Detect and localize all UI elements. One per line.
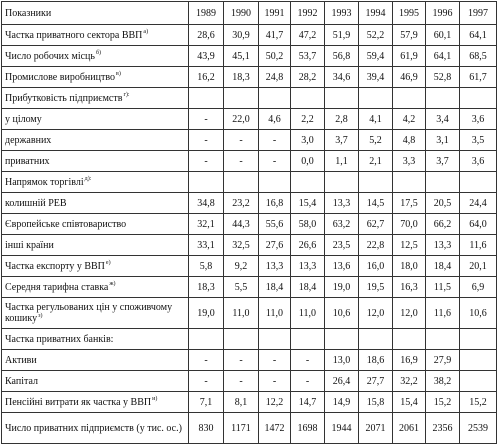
value-cell: 15,2 bbox=[460, 392, 497, 413]
row-label: Частка приватних банків: bbox=[5, 333, 114, 345]
value-cell: 20,5 bbox=[426, 193, 460, 214]
value-cell: 27,6 bbox=[259, 235, 291, 256]
value-cell: 3,1 bbox=[426, 130, 460, 151]
value-cell: 64,0 bbox=[460, 214, 497, 235]
value-cell: 27,7 bbox=[359, 371, 393, 392]
value-cell: 52,8 bbox=[426, 67, 460, 88]
value-cell: 34,8 bbox=[189, 193, 224, 214]
value-cell: - bbox=[189, 371, 224, 392]
row-label-cell bbox=[2, 413, 189, 444]
value-cell: - bbox=[291, 350, 325, 371]
row-label: Середня тарифна ставка bbox=[5, 281, 109, 293]
value-cell bbox=[359, 329, 393, 350]
value-cell: 18,4 bbox=[291, 277, 325, 298]
row-label: приватних bbox=[5, 155, 50, 167]
value-cell: 13,0 bbox=[325, 350, 359, 371]
value-cell: - bbox=[291, 371, 325, 392]
value-cell: 5,2 bbox=[359, 130, 393, 151]
row-label: Частка приватного сектора ВВП bbox=[5, 29, 143, 41]
value-cell bbox=[291, 329, 325, 350]
row-label-cell bbox=[2, 392, 189, 413]
value-cell bbox=[189, 329, 224, 350]
section-row bbox=[2, 172, 497, 193]
value-cell: 26,6 bbox=[291, 235, 325, 256]
value-cell: 53,7 bbox=[291, 46, 325, 67]
value-cell: - bbox=[189, 109, 224, 130]
value-cell: - bbox=[224, 151, 259, 172]
footnote-marker: г): bbox=[123, 92, 130, 99]
value-cell: 8,1 bbox=[224, 392, 259, 413]
value-cell: 9,2 bbox=[224, 256, 259, 277]
value-cell bbox=[259, 172, 291, 193]
table-row bbox=[2, 151, 497, 172]
row-label: Капітал bbox=[5, 375, 38, 387]
value-cell: 34,6 bbox=[325, 67, 359, 88]
value-cell: 32,1 bbox=[189, 214, 224, 235]
value-cell: 18,0 bbox=[393, 256, 426, 277]
value-cell bbox=[426, 329, 460, 350]
value-cell: 11,0 bbox=[259, 298, 291, 329]
value-cell: 3,6 bbox=[460, 151, 497, 172]
value-cell: 3,0 bbox=[291, 130, 325, 151]
value-cell: 19,0 bbox=[189, 298, 224, 329]
value-cell: 20,1 bbox=[460, 256, 497, 277]
value-cell: 16,2 bbox=[189, 67, 224, 88]
footnote-marker: а) bbox=[143, 29, 149, 36]
year-header: 1991 bbox=[259, 2, 291, 25]
year-header: 1992 bbox=[291, 2, 325, 25]
value-cell: 18,4 bbox=[426, 256, 460, 277]
value-cell: 13,3 bbox=[325, 193, 359, 214]
value-cell: 18,3 bbox=[189, 277, 224, 298]
value-cell: - bbox=[259, 371, 291, 392]
value-cell bbox=[460, 329, 497, 350]
value-cell: 58,0 bbox=[291, 214, 325, 235]
value-cell bbox=[224, 88, 259, 109]
value-cell bbox=[426, 88, 460, 109]
row-label: державних bbox=[5, 134, 52, 146]
value-cell: 2061 bbox=[393, 413, 426, 444]
value-cell: 63,2 bbox=[325, 214, 359, 235]
table-row bbox=[2, 371, 497, 392]
value-cell: 13,3 bbox=[291, 256, 325, 277]
row-label-cell bbox=[2, 151, 189, 172]
value-cell bbox=[359, 172, 393, 193]
row-label: Європейське співтовариство bbox=[5, 218, 127, 230]
row-label-cell bbox=[2, 109, 189, 130]
value-cell: 7,1 bbox=[189, 392, 224, 413]
row-label-cell bbox=[2, 25, 189, 46]
footnote-marker: в) bbox=[115, 71, 121, 78]
value-cell: 4,2 bbox=[393, 109, 426, 130]
value-cell: 44,3 bbox=[224, 214, 259, 235]
statistics-table bbox=[1, 1, 497, 444]
table-row bbox=[2, 298, 497, 329]
section-row bbox=[2, 329, 497, 350]
value-cell: 17,5 bbox=[393, 193, 426, 214]
value-cell: 47,2 bbox=[291, 25, 325, 46]
value-cell: 1944 bbox=[325, 413, 359, 444]
value-cell bbox=[189, 88, 224, 109]
value-cell bbox=[460, 172, 497, 193]
value-cell: 33,1 bbox=[189, 235, 224, 256]
value-cell: 11,0 bbox=[224, 298, 259, 329]
value-cell bbox=[393, 88, 426, 109]
value-cell: 32,2 bbox=[393, 371, 426, 392]
value-cell: 52,2 bbox=[359, 25, 393, 46]
value-cell: 16,9 bbox=[393, 350, 426, 371]
value-cell: 2356 bbox=[426, 413, 460, 444]
value-cell: 4,8 bbox=[393, 130, 426, 151]
row-label-cell bbox=[2, 350, 189, 371]
value-cell: 46,9 bbox=[393, 67, 426, 88]
row-label: Пенсійні витрати як частка у ВВП bbox=[5, 396, 152, 408]
value-cell: 4,6 bbox=[259, 109, 291, 130]
value-cell: 13,6 bbox=[325, 256, 359, 277]
value-cell: 18,4 bbox=[259, 277, 291, 298]
value-cell: 15,4 bbox=[393, 392, 426, 413]
value-cell: 6,9 bbox=[460, 277, 497, 298]
value-cell: 26,4 bbox=[325, 371, 359, 392]
value-cell: 15,4 bbox=[291, 193, 325, 214]
value-cell: 22,0 bbox=[224, 109, 259, 130]
table-row bbox=[2, 214, 497, 235]
row-label-cell bbox=[2, 235, 189, 256]
header-row bbox=[2, 2, 497, 25]
value-cell: 3,6 bbox=[460, 109, 497, 130]
value-cell: 16,3 bbox=[393, 277, 426, 298]
row-label: Напрямок торгівлі bbox=[5, 176, 84, 188]
row-label-cell bbox=[2, 329, 189, 350]
value-cell: 3,7 bbox=[426, 151, 460, 172]
value-cell: 11,6 bbox=[426, 298, 460, 329]
value-cell: - bbox=[224, 350, 259, 371]
value-cell bbox=[460, 371, 497, 392]
table-row bbox=[2, 130, 497, 151]
value-cell: - bbox=[189, 350, 224, 371]
value-cell bbox=[291, 88, 325, 109]
value-cell bbox=[460, 88, 497, 109]
row-label-cell bbox=[2, 193, 189, 214]
value-cell: 24,4 bbox=[460, 193, 497, 214]
value-cell: 16,8 bbox=[259, 193, 291, 214]
value-cell: 30,9 bbox=[224, 25, 259, 46]
value-cell: 32,5 bbox=[224, 235, 259, 256]
value-cell: 1171 bbox=[224, 413, 259, 444]
value-cell: 2071 bbox=[359, 413, 393, 444]
value-cell bbox=[325, 172, 359, 193]
value-cell: 18,6 bbox=[359, 350, 393, 371]
year-header: 1993 bbox=[325, 2, 359, 25]
value-cell: 3,3 bbox=[393, 151, 426, 172]
row-label: Частка регульованих цін у споживчому кошику bbox=[5, 302, 173, 324]
value-cell: 39,4 bbox=[359, 67, 393, 88]
value-cell bbox=[325, 329, 359, 350]
value-cell: 61,9 bbox=[393, 46, 426, 67]
table-row bbox=[2, 109, 497, 130]
value-cell: 56,8 bbox=[325, 46, 359, 67]
value-cell bbox=[224, 172, 259, 193]
row-label-cell bbox=[2, 88, 189, 109]
value-cell: - bbox=[189, 130, 224, 151]
table-row bbox=[2, 350, 497, 371]
year-header: 1989 bbox=[189, 2, 224, 25]
value-cell: 5,8 bbox=[189, 256, 224, 277]
value-cell: 13,3 bbox=[259, 256, 291, 277]
table-row bbox=[2, 277, 497, 298]
value-cell: 18,3 bbox=[224, 67, 259, 88]
table-row bbox=[2, 46, 497, 67]
value-cell: 28,6 bbox=[189, 25, 224, 46]
value-cell bbox=[224, 329, 259, 350]
table-row bbox=[2, 392, 497, 413]
row-label-cell bbox=[2, 214, 189, 235]
value-cell: 13,3 bbox=[426, 235, 460, 256]
value-cell: - bbox=[259, 151, 291, 172]
value-cell: - bbox=[224, 130, 259, 151]
value-cell: 64,1 bbox=[426, 46, 460, 67]
corner-header: Показники bbox=[2, 2, 189, 25]
value-cell: 11,0 bbox=[291, 298, 325, 329]
value-cell: 10,6 bbox=[325, 298, 359, 329]
value-cell: 12,0 bbox=[393, 298, 426, 329]
value-cell: 2,8 bbox=[325, 109, 359, 130]
value-cell: 23,5 bbox=[325, 235, 359, 256]
value-cell bbox=[393, 172, 426, 193]
row-label-cell bbox=[2, 256, 189, 277]
value-cell: 41,7 bbox=[259, 25, 291, 46]
year-header: 1996 bbox=[426, 2, 460, 25]
value-cell: 60,1 bbox=[426, 25, 460, 46]
section-row bbox=[2, 88, 497, 109]
value-cell: 5,5 bbox=[224, 277, 259, 298]
value-cell: 43,9 bbox=[189, 46, 224, 67]
value-cell: 4,1 bbox=[359, 109, 393, 130]
value-cell: 19,5 bbox=[359, 277, 393, 298]
table-row bbox=[2, 235, 497, 256]
value-cell: - bbox=[224, 371, 259, 392]
value-cell bbox=[259, 88, 291, 109]
value-cell: 62,7 bbox=[359, 214, 393, 235]
table-row bbox=[2, 25, 497, 46]
value-cell: 59,4 bbox=[359, 46, 393, 67]
footnote-marker: д): bbox=[84, 176, 92, 183]
row-label: інші країни bbox=[5, 239, 54, 251]
row-label: Активи bbox=[5, 354, 37, 366]
row-label-cell bbox=[2, 67, 189, 88]
value-cell: 1,1 bbox=[325, 151, 359, 172]
value-cell bbox=[359, 88, 393, 109]
value-cell: 14,7 bbox=[291, 392, 325, 413]
value-cell: 64,1 bbox=[460, 25, 497, 46]
value-cell: 68,5 bbox=[460, 46, 497, 67]
row-label-cell bbox=[2, 130, 189, 151]
value-cell: 15,2 bbox=[426, 392, 460, 413]
value-cell: 11,5 bbox=[426, 277, 460, 298]
value-cell: - bbox=[189, 151, 224, 172]
value-cell: 12,0 bbox=[359, 298, 393, 329]
value-cell: - bbox=[259, 130, 291, 151]
value-cell: 61,7 bbox=[460, 67, 497, 88]
row-label: Прибутковість підприємств bbox=[5, 92, 123, 104]
value-cell: 22,8 bbox=[359, 235, 393, 256]
value-cell: 45,1 bbox=[224, 46, 259, 67]
footnote-marker: е) bbox=[105, 260, 111, 267]
value-cell: 3,5 bbox=[460, 130, 497, 151]
value-cell: 23,2 bbox=[224, 193, 259, 214]
footnote-marker: и) bbox=[152, 396, 158, 403]
row-label-cell bbox=[2, 172, 189, 193]
value-cell: 830 bbox=[189, 413, 224, 444]
value-cell bbox=[291, 172, 325, 193]
value-cell bbox=[426, 172, 460, 193]
value-cell: 50,2 bbox=[259, 46, 291, 67]
value-cell bbox=[325, 88, 359, 109]
value-cell: 27,9 bbox=[426, 350, 460, 371]
value-cell bbox=[189, 172, 224, 193]
value-cell: 15,8 bbox=[359, 392, 393, 413]
row-label: Частка експорту у ВВП bbox=[5, 260, 105, 272]
year-header: 1997 bbox=[460, 2, 497, 25]
table-row bbox=[2, 67, 497, 88]
table-row bbox=[2, 256, 497, 277]
value-cell: 14,5 bbox=[359, 193, 393, 214]
row-label-cell bbox=[2, 371, 189, 392]
value-cell: 14,9 bbox=[325, 392, 359, 413]
row-label: Промислове виробництво bbox=[5, 71, 115, 83]
row-label-cell bbox=[2, 46, 189, 67]
value-cell: 3,4 bbox=[426, 109, 460, 130]
value-cell: 12,2 bbox=[259, 392, 291, 413]
value-cell: 11,6 bbox=[460, 235, 497, 256]
value-cell: 57,9 bbox=[393, 25, 426, 46]
table-row bbox=[2, 413, 497, 444]
footnote-marker: б) bbox=[95, 50, 102, 57]
row-label-cell bbox=[2, 298, 189, 329]
value-cell: 55,6 bbox=[259, 214, 291, 235]
value-cell: 24,8 bbox=[259, 67, 291, 88]
value-cell: 1698 bbox=[291, 413, 325, 444]
year-header: 1995 bbox=[393, 2, 426, 25]
value-cell: 28,2 bbox=[291, 67, 325, 88]
value-cell: 19,0 bbox=[325, 277, 359, 298]
table-row bbox=[2, 193, 497, 214]
value-cell: 16,0 bbox=[359, 256, 393, 277]
value-cell: 2,1 bbox=[359, 151, 393, 172]
value-cell: 38,2 bbox=[426, 371, 460, 392]
year-header: 1994 bbox=[359, 2, 393, 25]
year-header: 1990 bbox=[224, 2, 259, 25]
row-label: Число робочих місць bbox=[5, 50, 95, 62]
value-cell: - bbox=[259, 350, 291, 371]
value-cell bbox=[460, 350, 497, 371]
value-cell: 0,0 bbox=[291, 151, 325, 172]
value-cell: 2,2 bbox=[291, 109, 325, 130]
value-cell: 51,9 bbox=[325, 25, 359, 46]
value-cell: 2539 bbox=[460, 413, 497, 444]
value-cell bbox=[259, 329, 291, 350]
value-cell bbox=[393, 329, 426, 350]
value-cell: 12,5 bbox=[393, 235, 426, 256]
row-label: Число приватних підприємств (у тис. ос.) bbox=[5, 422, 182, 434]
footnote-marker: з) bbox=[38, 312, 43, 319]
value-cell: 1472 bbox=[259, 413, 291, 444]
footnote-marker: ж) bbox=[109, 281, 116, 288]
value-cell: 10,6 bbox=[460, 298, 497, 329]
row-label-cell bbox=[2, 277, 189, 298]
row-label: у цілому bbox=[5, 113, 42, 125]
value-cell: 70,0 bbox=[393, 214, 426, 235]
value-cell: 3,7 bbox=[325, 130, 359, 151]
table-body bbox=[2, 25, 497, 444]
row-label: колишній РЕВ bbox=[5, 197, 67, 209]
value-cell: 66,2 bbox=[426, 214, 460, 235]
